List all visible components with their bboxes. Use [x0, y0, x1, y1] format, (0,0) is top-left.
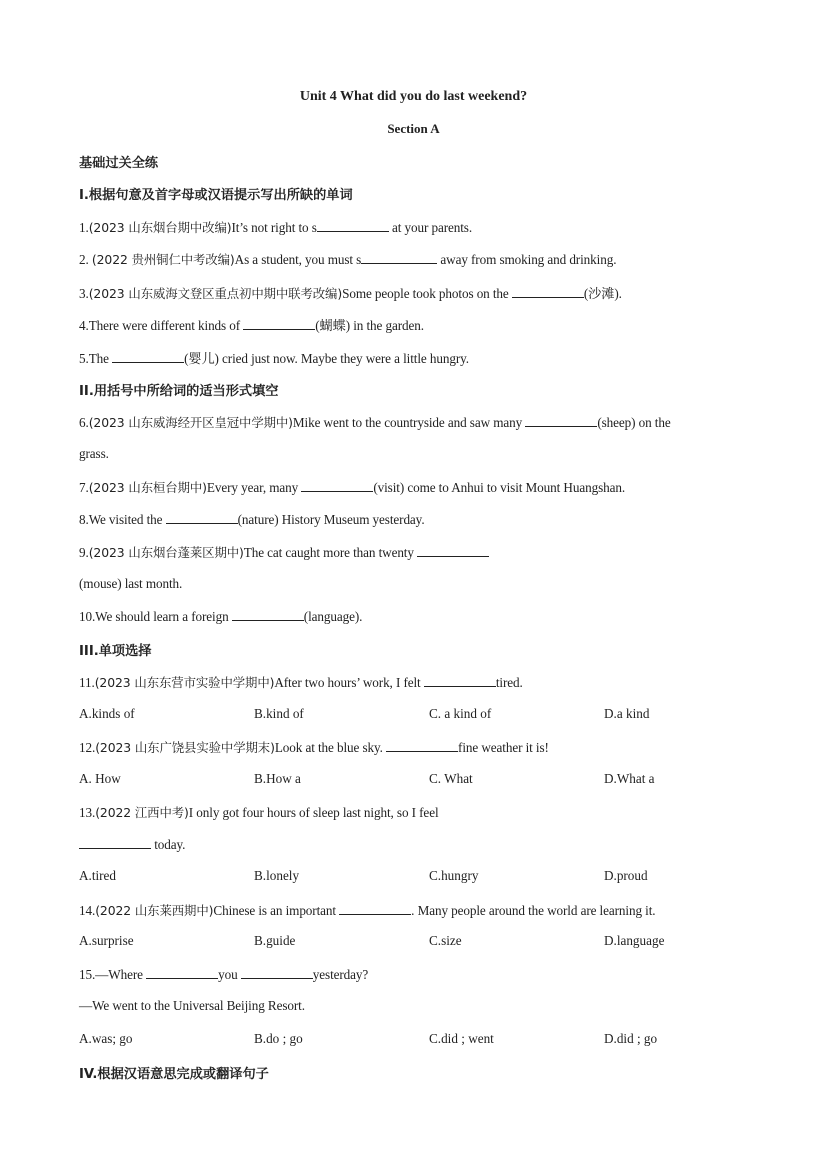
question-9: 9.(2023 山东烟台蓬莱区期中)The cat caught more than twenty: [79, 543, 489, 561]
option-b[interactable]: B.do ; go: [254, 1031, 303, 1046]
question-13-continued: today.: [79, 836, 185, 853]
option-c[interactable]: C. a kind of: [429, 706, 492, 721]
option-c[interactable]: C.size: [429, 933, 462, 948]
option-b[interactable]: B.lonely: [254, 868, 300, 883]
part-label: 基础过关全练: [79, 156, 159, 171]
option-a[interactable]: A.was; go: [79, 1031, 133, 1046]
question-12: 12.(2023 山东广饶县实验中学期末)Look at the blue sky. fine weather it is!: [79, 740, 549, 755]
question-1: 1.(2023 山东烟台期中改编)It’s not right to s at your parents.: [79, 220, 473, 235]
question-15-reply: —We went to the Universal Beijing Resort.: [79, 998, 305, 1013]
question-7: 7.(2023 山东桓台期中)Every year, many (visit) come to Anhui to visit Mount Huangshan.: [79, 480, 626, 495]
question-15: 15.—Where you yesterday?: [79, 967, 369, 982]
option-a[interactable]: A.tired: [79, 868, 116, 883]
option-c[interactable]: C.did ; went: [429, 1031, 494, 1046]
question-6-continued: grass.: [79, 446, 109, 461]
answer-blank[interactable]: [525, 414, 597, 427]
option-d[interactable]: D.did ; go: [604, 1031, 658, 1046]
answer-blank[interactable]: [386, 739, 458, 752]
question-6: 6.(2023 山东威海经开区皇冠中学期中)Mike went to the countryside and saw many (sheep) on the: [79, 415, 671, 430]
option-c[interactable]: C.hungry: [429, 868, 479, 883]
answer-blank[interactable]: [339, 902, 411, 915]
answer-blank[interactable]: [232, 608, 304, 621]
answer-blank[interactable]: [79, 836, 151, 849]
option-b[interactable]: B.How a: [254, 771, 301, 786]
answer-blank[interactable]: [243, 317, 315, 330]
answer-blank[interactable]: [166, 511, 238, 524]
option-b[interactable]: B.kind of: [254, 706, 304, 721]
option-b[interactable]: B.guide: [254, 933, 296, 948]
answer-blank[interactable]: [112, 350, 184, 363]
answer-blank[interactable]: [424, 674, 496, 687]
option-d[interactable]: D.What a: [604, 771, 655, 786]
option-d[interactable]: D.proud: [604, 868, 648, 883]
section-title: Section A: [387, 121, 440, 136]
question-8: 8.We visited the (nature) History Museum yesterday.: [79, 512, 425, 527]
question-10: 10.We should learn a foreign (language).: [79, 609, 363, 624]
answer-blank[interactable]: [512, 285, 584, 298]
question-2: 2. (2022 贵州铜仁中考改编)As a student, you must s away from smoking and drinking.: [79, 252, 617, 267]
section-heading-2: II.用括号中所给词的适当形式填空: [79, 384, 279, 399]
answer-blank[interactable]: [241, 966, 313, 979]
answer-blank[interactable]: [417, 544, 489, 557]
answer-blank[interactable]: [361, 251, 437, 264]
unit-title: Unit 4 What did you do last weekend?: [299, 89, 528, 104]
question-3: 3.(2023 山东威海文登区重点初中期中联考改编)Some people took photos on the (沙滩).: [79, 286, 622, 301]
answer-blank[interactable]: [317, 219, 389, 232]
option-a[interactable]: A. How: [79, 771, 121, 786]
question-11: 11.(2023 山东东营市实验中学期中)After two hours’ work, I felt tired.: [79, 675, 523, 690]
question-4: 4.There were different kinds of (蝴蝶) in the garden.: [79, 318, 424, 333]
option-a[interactable]: A.surprise: [79, 933, 134, 948]
section-heading-1: I.根据句意及首字母或汉语提示写出所缺的单词: [79, 188, 353, 203]
option-c[interactable]: C. What: [429, 771, 473, 786]
section-heading-3: III.单项选择: [79, 644, 152, 659]
section-heading-4: IV.根据汉语意思完成或翻译句子: [79, 1067, 269, 1082]
answer-blank[interactable]: [301, 479, 373, 492]
answer-blank[interactable]: [146, 966, 218, 979]
question-14: 14.(2022 山东莱西期中)Chinese is an important . Many people around the world are learning it.: [79, 903, 656, 918]
question-5: 5.The (婴儿) cried just now. Maybe they were a little hungry.: [79, 351, 469, 366]
question-13: 13.(2022 江西中考)I only got four hours of sleep last night, so I feel: [79, 805, 439, 820]
option-a[interactable]: A.kinds of: [79, 706, 135, 721]
question-9-continued: (mouse) last month.: [79, 576, 183, 591]
option-d[interactable]: D.language: [604, 933, 665, 948]
option-d[interactable]: D.a kind: [604, 706, 650, 721]
